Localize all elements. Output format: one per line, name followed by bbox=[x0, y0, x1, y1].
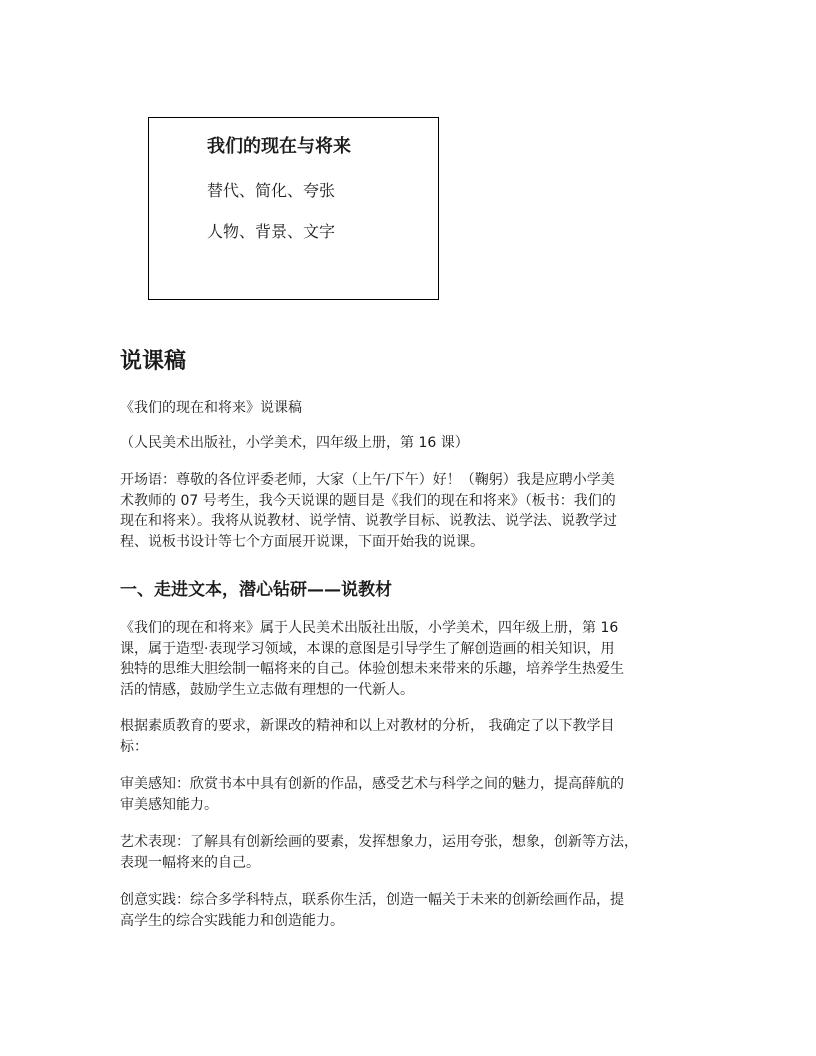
lesson-subtitle: 《我们的现在和将来》说课稿 bbox=[120, 400, 302, 416]
board-line-1: 替代、简化、夸张 bbox=[207, 181, 336, 200]
opening-paragraph: 开场语：尊敬的各位评委老师，大家（上午/下午）好！（鞠躬）我是应聘小学美 术教师的 07 号考生，我今天说课的题目是《我们的现在和将来》（板书：我们的 现在和将来）。我将从说教材、说学情、说教学目标、说教法、说学法、说教学过 程、说板书设计等七个方面展开说课，下面开始我的说课。 bbox=[120, 472, 617, 550]
materials-paragraph: 《我们的现在和将来》属于人民美术出版社出版，小学美术，四年级上册，第 16 课，属于造型·表现学习领域，本课的意图是引导学生了解创造画的相关知识，用 独特的思维大胆绘制一幅将来的自己。体验创想未来带来的乐趣，培养学生热爱生 活的情感，鼓励学生立志做有理想的一代新人。 bbox=[120, 620, 624, 698]
goal-artistic-expression: 艺术表现：了解具有创新绘画的要素，发挥想象力，运用夸张，想象，创新等方法， 表现一幅将来的自己。 bbox=[120, 834, 638, 871]
blackboard-design-box bbox=[148, 117, 439, 300]
goals-intro-paragraph: 根据素质教育的要求，新课改的精神和以上对教材的分析， 我确定了以下教学目 标： bbox=[120, 718, 615, 755]
goal-creative-practice: 创意实践：综合多学科特点，联系你生活，创造一幅关于未来的创新绘画作品，提 高学生的综合实践能力和创造能力。 bbox=[120, 892, 624, 929]
section-heading-materials: 一、走进文本，潜心钻研——说教材 bbox=[120, 580, 392, 600]
goal-aesthetic-perception: 审美感知：欣赏书本中具有创新的作品，感受艺术与科学之间的魅力，提高薛航的 审美感知能力。 bbox=[120, 776, 624, 813]
board-line-2: 人物、背景、文字 bbox=[207, 222, 336, 241]
board-title: 我们的现在与将来 bbox=[207, 136, 351, 157]
document-title: 说课稿 bbox=[120, 349, 187, 374]
lesson-info: （人民美术出版社，小学美术，四年级上册，第 16 课） bbox=[120, 435, 469, 451]
